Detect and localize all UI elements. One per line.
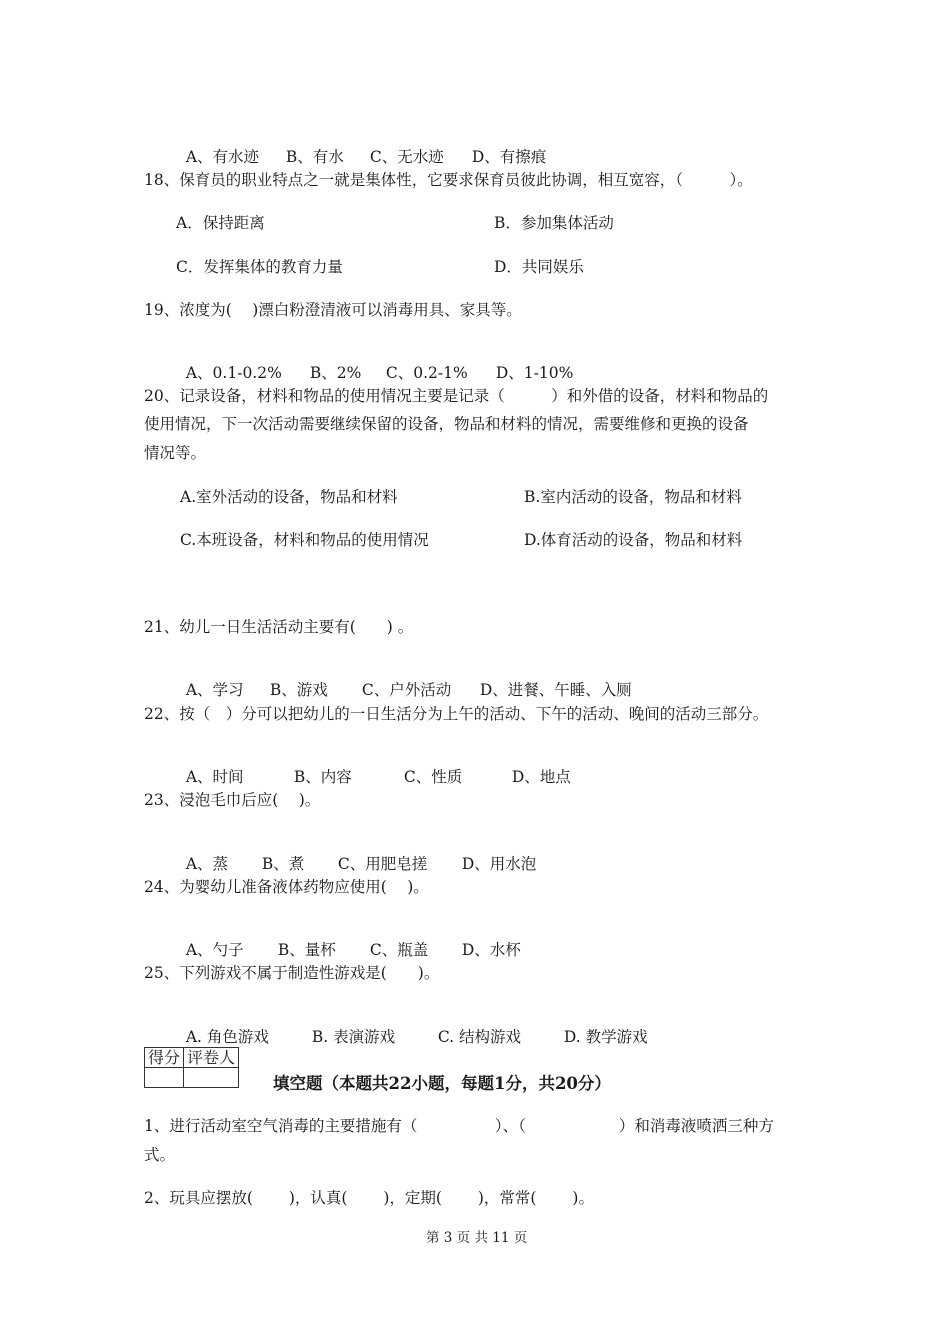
q20-option-b: B.室内活动的设备，物品和材料	[524, 488, 742, 506]
q20-option-a: A.室外活动的设备，物品和材料	[180, 488, 398, 506]
q18-option-a: A．保持距离	[176, 214, 265, 232]
q23-options	[176, 834, 536, 874]
q25-option-c: C. 结构游戏	[437, 1028, 522, 1046]
q25-option-b: B. 表演游戏	[311, 1028, 396, 1046]
q24-options	[176, 920, 521, 960]
q25-stem: 25、下列游戏不属于制造性游戏是( )。	[144, 964, 440, 982]
q21-stem: 21、幼儿一日生活活动主要有( ) 。	[144, 618, 414, 636]
q20-option-d: D.体育活动的设备，物品和材料	[524, 531, 743, 549]
q19-option-a: A、0.1-0.2%	[185, 364, 282, 382]
q18-option-b: B．参加集体活动	[494, 214, 614, 232]
q22-option-a: A、时间	[185, 768, 244, 786]
q18-option-d: D．共同娱乐	[494, 258, 584, 276]
score-label: 得分	[145, 1048, 184, 1068]
q21-option-c: C、户外活动	[361, 681, 452, 699]
q25-option-d: D. 教学游戏	[563, 1028, 648, 1046]
q22-option-b: B、内容	[293, 768, 352, 786]
q20-option-c: C.本班设备，材料和物品的使用情况	[180, 531, 429, 549]
q21-options	[176, 660, 632, 700]
section-title: 填空题（本题共22小题，每题1分，共20分）	[273, 1074, 611, 1093]
q22-stem: 22、按（ ）分可以把幼儿的一日生活分为上午的活动、下午的活动、晚间的活动三部分。	[144, 705, 769, 723]
q25-options	[176, 1007, 648, 1047]
q18-stem: 18、保育员的职业特点之一就是集体性，它要求保育员彼此协调，相互宽容，（ ）。	[144, 171, 753, 189]
fill1-line-2: 式。	[144, 1146, 176, 1164]
grader-label: 评卷人	[184, 1048, 239, 1068]
q23-option-d: D、用水泡	[461, 855, 537, 873]
q19-option-c: C、0.2-1%	[385, 364, 468, 382]
grader-cell	[184, 1068, 239, 1088]
q17-option-c: C、无水迹	[369, 148, 444, 166]
score-cell	[145, 1068, 184, 1088]
q23-stem: 23、浸泡毛巾后应( )。	[144, 791, 321, 809]
q18-option-c: C．发挥集体的教育力量	[176, 258, 343, 276]
q21-option-b: B、游戏	[269, 681, 328, 699]
q25-option-a: A. 角色游戏	[185, 1028, 269, 1046]
q21-option-a: A、学习	[185, 681, 244, 699]
q24-option-b: B、量杯	[277, 941, 336, 959]
q22-option-c: C、性质	[403, 768, 463, 786]
q17-option-d: D、有擦痕	[471, 148, 547, 166]
q20-stem-line-1: 20、记录设备，材料和物品的使用情况主要是记录（ ）和外借的设备，材料和物品的	[144, 387, 769, 405]
q24-option-a: A、勺子	[185, 941, 244, 959]
q23-option-a: A、蒸	[185, 855, 229, 873]
q19-option-b: B、2%	[309, 364, 362, 382]
q24-stem: 24、为婴幼儿准备液体药物应使用( )。	[144, 878, 429, 896]
q19-stem: 19、浓度为( )漂白粉澄清液可以消毒用具、家具等。	[144, 301, 522, 319]
q19-option-d: D、1-10%	[495, 364, 574, 382]
q23-option-c: C、用肥皂搓	[337, 855, 428, 873]
page-footer: 第 3 页 共 11 页	[426, 1230, 528, 1246]
q21-option-d: D、进餐、午睡、入厕	[479, 681, 632, 699]
q23-option-b: B、煮	[261, 855, 305, 873]
q22-options	[176, 747, 571, 787]
q24-option-c: C、瓶盖	[369, 941, 429, 959]
fill1-line-1: 1、进行活动室空气消毒的主要措施有（ ）、（ ）和消毒液喷洒三种方	[144, 1117, 774, 1135]
q17-options	[176, 127, 546, 167]
score-box	[144, 1047, 239, 1088]
q22-option-d: D、地点	[511, 768, 571, 786]
q19-options	[176, 343, 573, 383]
q20-stem-line-3: 情况等。	[144, 444, 207, 462]
q20-stem-line-2: 使用情况，下一次活动需要继续保留的设备，物品和材料的情况，需要维修和更换的设备	[144, 415, 749, 433]
q17-option-b: B、有水	[285, 148, 344, 166]
q24-option-d: D、水杯	[461, 941, 521, 959]
q17-option-a: A、有水迹	[185, 148, 260, 166]
fill2-stem: 2、玩具应摆放( )，认真( )，定期( )，常常( )。	[144, 1189, 594, 1207]
